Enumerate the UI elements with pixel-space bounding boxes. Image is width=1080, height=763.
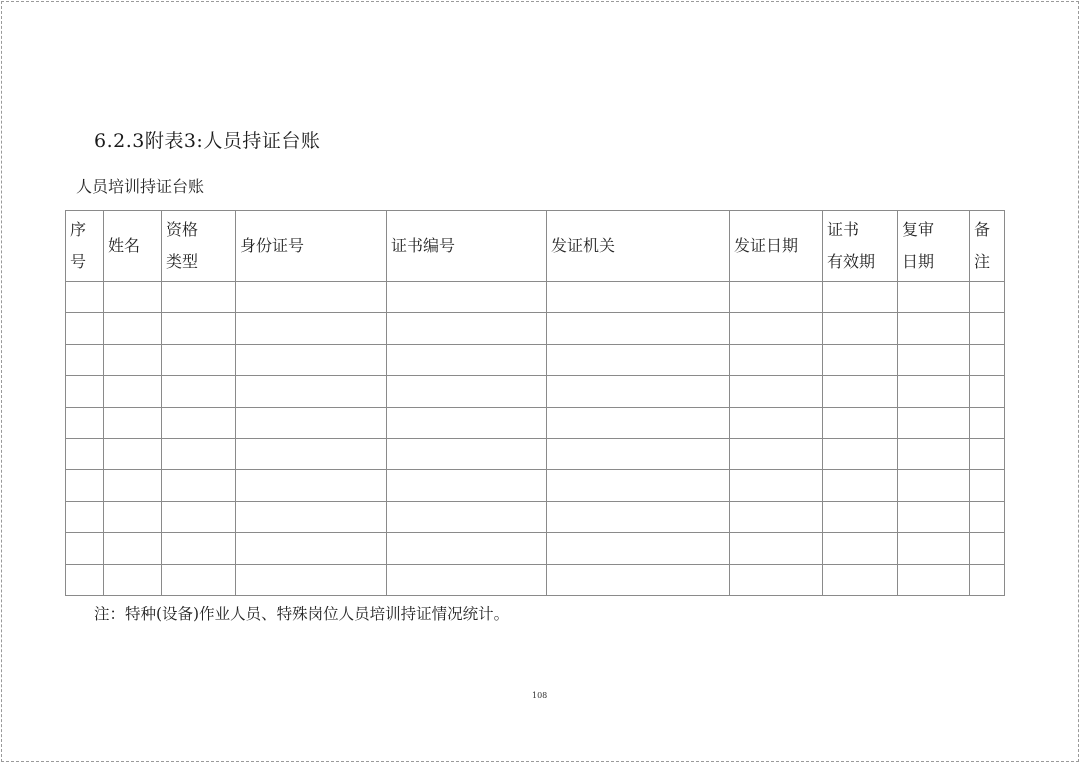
table-cell <box>823 407 898 438</box>
table-cell <box>823 501 898 532</box>
table-cell <box>66 344 104 375</box>
col-header-index: 序 号 <box>66 211 104 282</box>
table-cell <box>236 533 387 564</box>
certificate-ledger-table <box>65 210 1005 596</box>
footnote: 注：特种(设备)作业人员、特殊岗位人员培训持证情况统计。 <box>94 605 510 623</box>
col-header-qualification-type: 资格 类型 <box>162 211 236 282</box>
table-cell <box>970 533 1005 564</box>
table-cell <box>104 313 162 344</box>
table-cell <box>823 313 898 344</box>
table-cell <box>162 438 236 469</box>
table-cell <box>236 313 387 344</box>
table-cell <box>970 470 1005 501</box>
table-header-row <box>66 211 1005 282</box>
table-cell <box>547 564 730 595</box>
table-cell <box>970 344 1005 375</box>
table-cell <box>547 407 730 438</box>
table-cell <box>162 313 236 344</box>
table-cell <box>236 470 387 501</box>
table-cell <box>387 313 547 344</box>
table-cell <box>547 344 730 375</box>
table-cell <box>898 407 970 438</box>
table-cell <box>547 533 730 564</box>
table-cell <box>970 501 1005 532</box>
table-cell <box>898 470 970 501</box>
table-cell <box>104 376 162 407</box>
table-cell <box>66 564 104 595</box>
table-cell <box>387 438 547 469</box>
table-row <box>66 313 1005 344</box>
table-cell <box>730 313 823 344</box>
table-cell <box>823 470 898 501</box>
table-cell <box>162 282 236 313</box>
col-header-validity: 证书 有效期 <box>823 211 898 282</box>
table-caption: 人员培训持证台账 <box>76 177 205 196</box>
table-cell <box>236 407 387 438</box>
table-row <box>66 376 1005 407</box>
table-cell <box>104 533 162 564</box>
table-row <box>66 282 1005 313</box>
table-cell <box>236 376 387 407</box>
table-cell <box>898 376 970 407</box>
table-cell <box>162 344 236 375</box>
table-cell <box>66 282 104 313</box>
table-cell <box>823 564 898 595</box>
table-cell <box>387 470 547 501</box>
table-cell <box>104 501 162 532</box>
table-cell <box>66 376 104 407</box>
table-cell <box>547 470 730 501</box>
table-cell <box>66 501 104 532</box>
table-cell <box>236 501 387 532</box>
table-row <box>66 533 1005 564</box>
table-cell <box>387 282 547 313</box>
table-cell <box>730 501 823 532</box>
table-cell <box>162 470 236 501</box>
table-cell <box>547 501 730 532</box>
table-cell <box>387 376 547 407</box>
table-cell <box>162 407 236 438</box>
table-cell <box>387 501 547 532</box>
table-cell <box>104 407 162 438</box>
table-cell <box>730 533 823 564</box>
table-cell <box>970 376 1005 407</box>
table-cell <box>387 407 547 438</box>
table-cell <box>162 376 236 407</box>
table-cell <box>730 564 823 595</box>
col-header-certificate-number: 证书编号 <box>387 211 547 282</box>
table-row <box>66 470 1005 501</box>
table-cell <box>66 313 104 344</box>
table-cell <box>104 438 162 469</box>
col-header-issue-date: 发证日期 <box>730 211 823 282</box>
table-cell <box>66 407 104 438</box>
table-cell <box>823 533 898 564</box>
table-cell <box>547 438 730 469</box>
table-cell <box>898 438 970 469</box>
table-cell <box>823 344 898 375</box>
table-cell <box>104 470 162 501</box>
table-cell <box>823 376 898 407</box>
table-cell <box>236 564 387 595</box>
col-header-review-date: 复审 日期 <box>898 211 970 282</box>
table-cell <box>162 501 236 532</box>
table-cell <box>898 282 970 313</box>
table-row <box>66 564 1005 595</box>
col-header-remarks: 备 注 <box>970 211 1005 282</box>
table-cell <box>970 282 1005 313</box>
table-cell <box>236 438 387 469</box>
table-row <box>66 438 1005 469</box>
section-title: 6.2.3附表3:人员持证台账 <box>94 130 321 152</box>
table-cell <box>970 564 1005 595</box>
table-cell <box>898 564 970 595</box>
table-cell <box>898 313 970 344</box>
table-cell <box>730 376 823 407</box>
table-cell <box>898 501 970 532</box>
table-row <box>66 501 1005 532</box>
col-header-id-number: 身份证号 <box>236 211 387 282</box>
table-cell <box>104 282 162 313</box>
table-cell <box>730 407 823 438</box>
table-cell <box>970 407 1005 438</box>
table-cell <box>547 313 730 344</box>
table-cell <box>236 282 387 313</box>
table-cell <box>898 344 970 375</box>
table-cell <box>823 282 898 313</box>
col-header-name: 姓名 <box>104 211 162 282</box>
table-cell <box>66 533 104 564</box>
table-cell <box>104 564 162 595</box>
table-cell <box>236 344 387 375</box>
table-cell <box>162 564 236 595</box>
document-page <box>1 1 1079 762</box>
table-cell <box>823 438 898 469</box>
table-cell <box>104 344 162 375</box>
table-cell <box>970 313 1005 344</box>
table-cell <box>730 438 823 469</box>
col-header-issuing-authority: 发证机关 <box>547 211 730 282</box>
table-cell <box>66 470 104 501</box>
table-cell <box>387 533 547 564</box>
table-cell <box>730 282 823 313</box>
table-cell <box>387 344 547 375</box>
page-number: 108 <box>532 691 548 700</box>
table-cell <box>547 376 730 407</box>
table-cell <box>162 533 236 564</box>
table-cell <box>387 564 547 595</box>
table-cell <box>66 438 104 469</box>
table-cell <box>730 344 823 375</box>
table-row <box>66 407 1005 438</box>
table-cell <box>730 470 823 501</box>
table-cell <box>547 282 730 313</box>
table-cell <box>970 438 1005 469</box>
table-cell <box>898 533 970 564</box>
table-row <box>66 344 1005 375</box>
